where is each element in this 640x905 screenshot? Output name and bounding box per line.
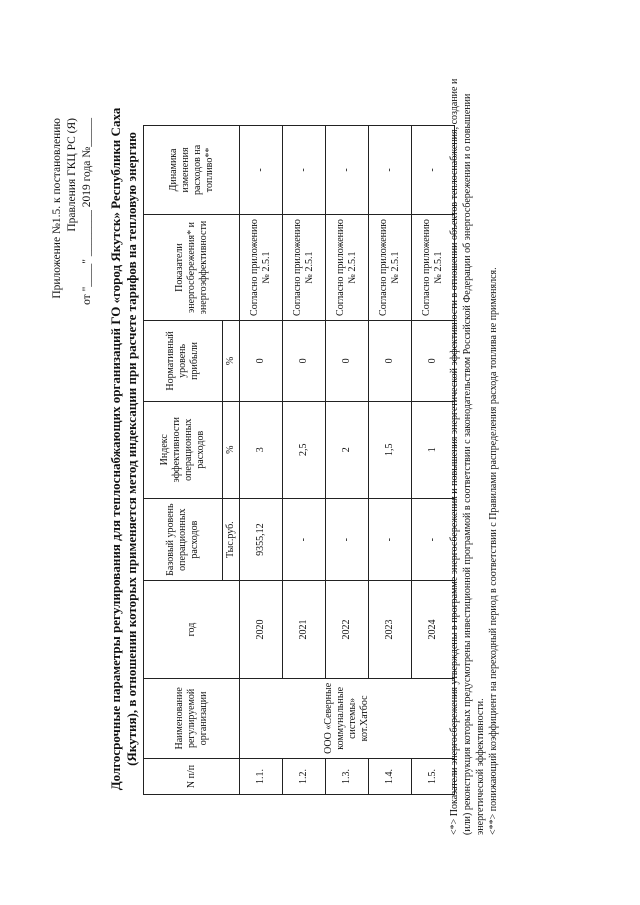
row-index: 1,5 bbox=[369, 401, 412, 498]
row-index: 3 bbox=[240, 401, 283, 498]
header-index: Индекс эффективности операционных расходов bbox=[144, 401, 223, 498]
row-year: 2021 bbox=[283, 581, 326, 678]
row-profit: 0 bbox=[412, 321, 455, 401]
row-profit: 0 bbox=[326, 321, 369, 401]
header-num: N п/п bbox=[144, 759, 240, 795]
row-energy: Согласно приложению № 2.5.1 bbox=[369, 214, 412, 320]
row-num: 1.5. bbox=[412, 759, 455, 795]
row-num: 1.1. bbox=[240, 759, 283, 795]
row-energy: Согласно приложению № 2.5.1 bbox=[283, 214, 326, 320]
header-name: Наименование регулируемой организации bbox=[144, 678, 240, 758]
header-authority-line: Правления ГКЦ РС (Я) bbox=[66, 118, 78, 232]
header-energy: Показатели энергосбережения* и энергоэффективности bbox=[144, 214, 240, 320]
header-base: Базовый уровень операционных расходов bbox=[144, 498, 223, 580]
unit-profit: % bbox=[223, 321, 240, 401]
document-header bbox=[50, 118, 95, 305]
row-base: - bbox=[412, 498, 455, 580]
row-index: 1 bbox=[412, 401, 455, 498]
row-num: 1.2. bbox=[283, 759, 326, 795]
footnotes bbox=[448, 65, 500, 835]
row-dynamics: - bbox=[369, 126, 412, 215]
row-num: 1.3. bbox=[326, 759, 369, 795]
header-profit: Нормативный уровень прибыли bbox=[144, 321, 223, 401]
row-energy: Согласно приложению № 2.5.1 bbox=[240, 214, 283, 320]
header-dynamics: Динамика изменения расходов на топливо** bbox=[144, 126, 240, 215]
row-energy: Согласно приложению № 2.5.1 bbox=[412, 214, 455, 320]
row-dynamics: - bbox=[326, 126, 369, 215]
row-dynamics: - bbox=[240, 126, 283, 215]
row-year: 2023 bbox=[369, 581, 412, 678]
footnote-energy: <*> Показатели энергосбережения утверждены в программе энергосбережения и повышения энергетической эффективности в отношении объектов теплоснабжения, создание и (или) реконструкция которых предусмотрены инвестиционной программой в соответствии с законодательством Российской Федерации об энергосбережении и о повышении энергетической эффективности. bbox=[449, 78, 486, 835]
unit-base: Тыс.руб. bbox=[223, 498, 240, 580]
row-year: 2022 bbox=[326, 581, 369, 678]
row-profit: 0 bbox=[240, 321, 283, 401]
row-index: 2 bbox=[326, 401, 369, 498]
row-base: - bbox=[326, 498, 369, 580]
row-base: 9355,12 bbox=[240, 498, 283, 580]
row-year: 2020 bbox=[240, 581, 283, 678]
parameters-table bbox=[143, 125, 455, 795]
row-dynamics: - bbox=[283, 126, 326, 215]
table-header-row bbox=[144, 126, 223, 795]
row-year: 2024 bbox=[412, 581, 455, 678]
row-energy: Согласно приложению № 2.5.1 bbox=[326, 214, 369, 320]
header-year: год bbox=[144, 581, 240, 678]
table-row bbox=[240, 126, 283, 795]
row-index: 2,5 bbox=[283, 401, 326, 498]
header-date-line: от "____" ________ 2019 года №_____ bbox=[81, 118, 93, 305]
row-base: - bbox=[283, 498, 326, 580]
footnote-fuel: <**> понижающий коэффициент на переходный период в соответствии с Правилами распределения расхода топлива не применялся. bbox=[488, 267, 499, 835]
document-title: Долгосрочные параметры регулирования для теплоснабжающих организаций ГО «город Якутск» Республики Саха (Якутия), в отношении которых применяется метод индексации при расчете тарифов на тепловую энергию bbox=[108, 107, 139, 791]
unit-index: % bbox=[223, 401, 240, 498]
row-num: 1.4. bbox=[369, 759, 412, 795]
organization-name: ООО «Северные коммунальные системы» кот.Хатбос bbox=[240, 678, 455, 758]
header-appendix-line: Приложение №1.5. к постановлению bbox=[51, 118, 63, 299]
row-profit: 0 bbox=[369, 321, 412, 401]
row-dynamics: - bbox=[412, 126, 455, 215]
row-profit: 0 bbox=[283, 321, 326, 401]
row-base: - bbox=[369, 498, 412, 580]
